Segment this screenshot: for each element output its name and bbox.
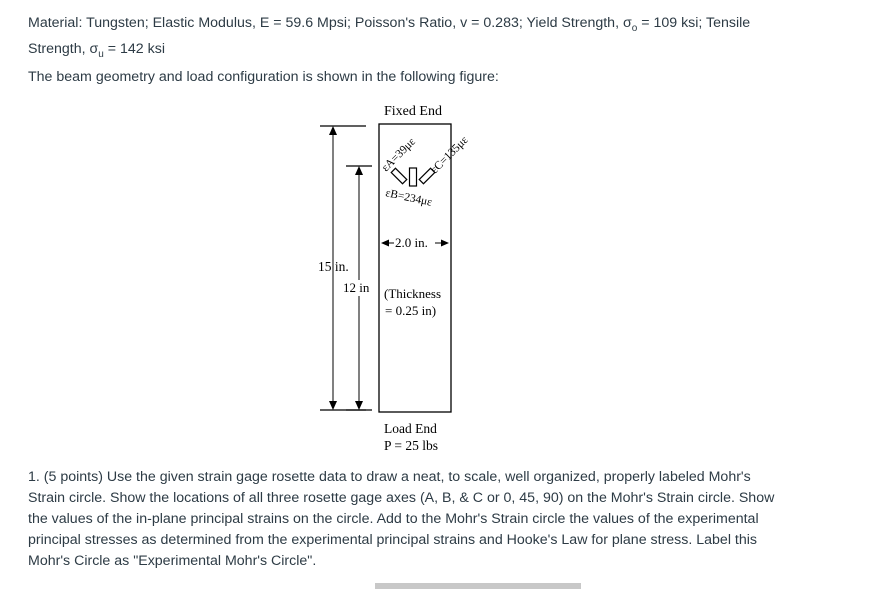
tensile-subscript: u (98, 48, 104, 60)
gage-a (391, 168, 407, 184)
gage-c-label: εC=135με (428, 134, 471, 177)
thickness-label-2: = 0.25 in) (385, 303, 437, 318)
scroll-indicator[interactable] (375, 583, 581, 589)
figure-intro: The beam geometry and load configuration is shown in the following figure: (28, 69, 499, 85)
question-text: 1. (5 points) Use the given strain gage rosette data to draw a neat, to scale, well organized, properly labeled Mohr's Strain circle. Show the locations of all three rosette gage axes (A, B, & C or 0, 45, 90) on the Mohr's Strain circle. Show the values of the in-plane principal strains on the circle. Add to the Mohr's Strain circle the values of the experimental principal stresses as determined from the experimental principal strains and Hooke's Law for plane stress. Label this Mohr's Circle as "Experimental Mohr's Circle". (28, 469, 775, 569)
dim-15-arrow-top (329, 126, 337, 135)
width-arrow-right (441, 240, 449, 247)
width-label: 2.0 in. (395, 235, 428, 250)
gage-b-label: εB=234με (384, 187, 434, 209)
gage-a-label: εA=39με (379, 135, 418, 175)
material-line-2: Strength, σ (28, 40, 99, 57)
dim-15-label: 15 in. (318, 259, 349, 274)
thickness-label-1: (Thickness (384, 286, 442, 301)
fixed-end-label: Fixed End (384, 104, 442, 119)
dim-12-label: 12 in (343, 280, 370, 295)
yield-subscript: o (631, 22, 638, 34)
load-label: P = 25 lbs (384, 438, 438, 453)
material-line-1: Material: Tungsten; Elastic Modulus, E = 59.6 Mpsi; Poisson's Ratio, v = 0.283; Yield Strength, σ (28, 15, 632, 31)
dim-15-arrow-bottom (329, 401, 337, 410)
gage-b (410, 168, 417, 186)
load-end-label: Load End (384, 421, 437, 436)
dim-12-arrow-top (355, 166, 363, 175)
width-arrow-left (381, 240, 389, 247)
material-line-2-end: = 142 ksi (103, 40, 165, 57)
material-line-1-end: = 109 ksi; Tensile (637, 15, 751, 31)
dim-12-arrow-bottom (355, 401, 363, 410)
